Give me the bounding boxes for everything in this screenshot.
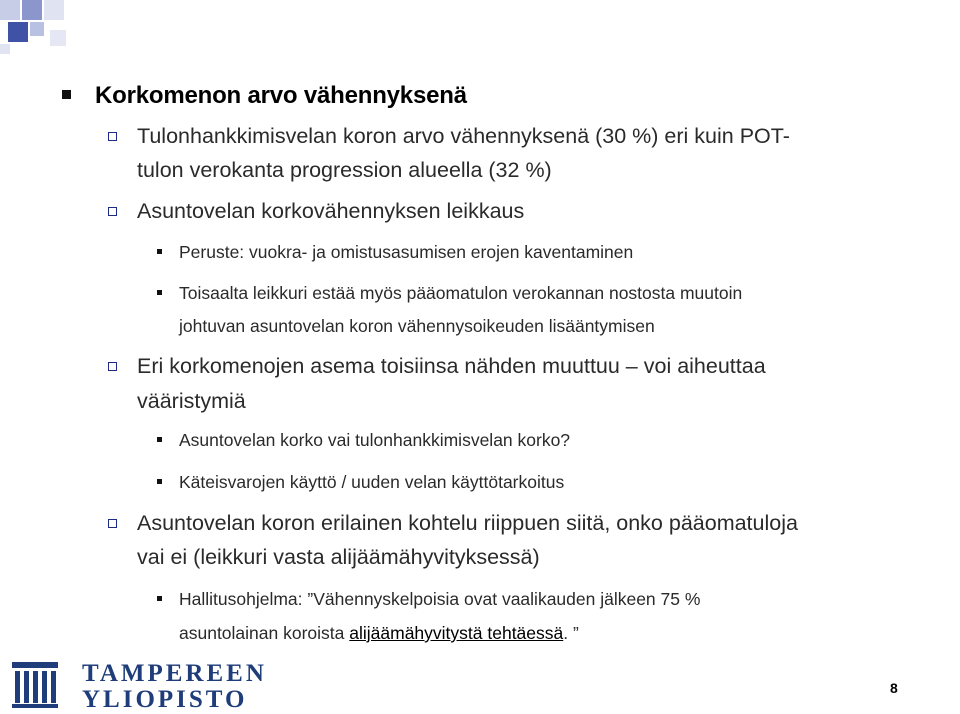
bullet-text: asuntolainan koroista (179, 623, 350, 643)
title-bullet (62, 90, 71, 99)
bullet-text: vai ei (leikkuri vasta alijäämähyvityksessä) (137, 545, 540, 569)
bullet-text: Asuntovelan koron erilainen kohtelu riippuen siitä, onko pääomatuloja (137, 511, 798, 535)
bullet-text: Toisaalta leikkuri estää myös pääomatulon verokannan nostosta muutoin (179, 283, 743, 303)
bullet-level2 (157, 249, 162, 254)
underlined-phrase[interactable]: alijäämähyvitystä tehtäessä (349, 623, 564, 643)
logo-line1: TAMPEREEN (82, 660, 267, 687)
page-number: 8 (890, 680, 898, 696)
slide-title: Korkomenon arvo vähennyksenä (95, 82, 467, 109)
logo-line2: YLIOPISTO (82, 686, 248, 713)
bullet-text: Käteisvarojen käyttö / uuden velan käyttötarkoitus (179, 472, 565, 492)
bullet-text: . ” (563, 623, 579, 643)
bullet-text: tulon verokanta progression alueella (32 %) (137, 158, 552, 182)
bullet-level1 (108, 207, 117, 216)
bullet-text: Peruste: vuokra- ja omistusasumisen erojen kaventaminen (179, 242, 634, 262)
bullet-text: Hallitusohjelma: ”Vähennyskelpoisia ovat vaalikauden jälkeen 75 % (179, 589, 701, 609)
bullet-level1 (108, 362, 117, 371)
pillar-icon (12, 662, 58, 708)
bullet-level2 (157, 437, 162, 442)
bullet-text: Asuntovelan korkovähennyksen leikkaus (137, 199, 525, 223)
bullet-level2 (157, 290, 162, 295)
bullet-text-with-link (179, 617, 899, 649)
bullet-level2 (157, 479, 162, 484)
bullet-text: Tulonhankkimisvelan koron arvo vähennyksenä (30 %) eri kuin POT- (137, 124, 790, 148)
bullet-level1 (108, 132, 117, 141)
bullet-text: vääristymiä (137, 389, 246, 413)
bullet-text: johtuvan asuntovelan koron vähennysoikeuden lisääntymisen (179, 316, 655, 336)
bullet-level2 (157, 596, 162, 601)
bullet-text: Asuntovelan korko vai tulonhankkimisvelan korko? (179, 430, 571, 450)
bullet-text: Eri korkomenojen asema toisiinsa nähden muuttuu – voi aiheuttaa (137, 354, 766, 378)
bullet-level1 (108, 519, 117, 528)
